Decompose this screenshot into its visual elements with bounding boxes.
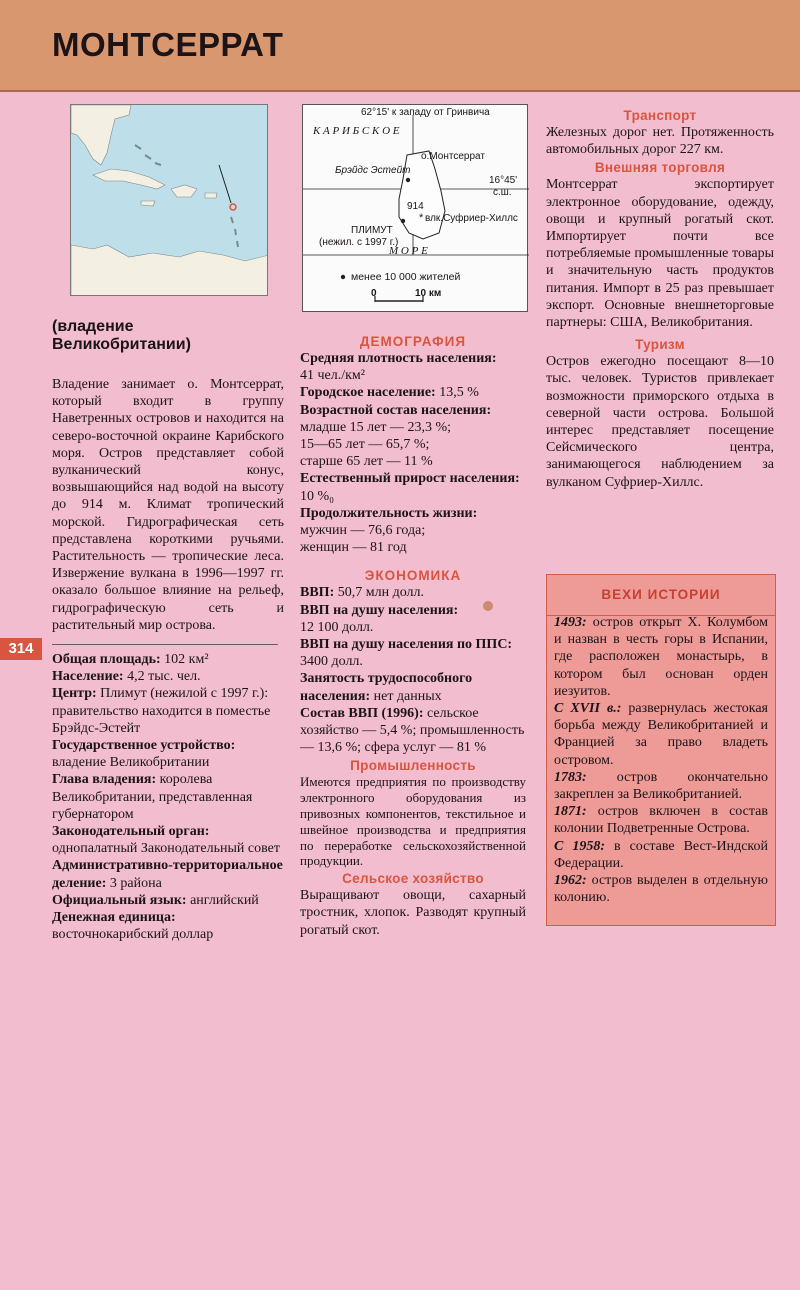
history-year: 1783:: [554, 769, 587, 785]
elevation-label: 914: [407, 201, 424, 212]
left-column: [52, 318, 284, 944]
page-header: [0, 0, 800, 92]
history-event: [554, 614, 768, 700]
right-column: [546, 108, 774, 491]
life-line: мужчин — 76,6 года;: [300, 523, 426, 539]
history-year: 1962:: [554, 873, 587, 889]
life-line: женщин — 81 год: [300, 540, 407, 556]
fact-label: Глава владения:: [52, 772, 157, 788]
territory-status-line2: Великобритании): [52, 336, 191, 353]
history-text: остров открыт Х. Колумбом и назван в честь горы в Испании, где расположен монастырь, в котором был основан орден иезуитов.: [554, 615, 768, 699]
locator-map-graphic: [71, 105, 268, 296]
braids-estate-dot: [406, 178, 410, 182]
gdp-structure-value: сельское хозяйство — 5,4 %; промышленность — 13,6 %; сфера услуг — 81 %: [300, 705, 525, 756]
growth-value: 10 %₀: [300, 488, 335, 504]
history-text: остров окончательно закреплен за Великобританией.: [554, 769, 768, 803]
age-line: младше 15 лет — 23,3 %;: [300, 419, 452, 435]
trade-heading: Внешняя торговля: [594, 160, 726, 176]
fact-value: 102 км²: [160, 652, 209, 668]
history-text: в составе Вест-Индской Федерации.: [554, 838, 768, 871]
locator-arrow: [219, 165, 231, 203]
gdp-value: 50,7 млн долл.: [334, 585, 424, 601]
territory-status-line1: (владение: [52, 318, 134, 335]
fact-government: [52, 737, 284, 771]
age-line: старше 65 лет — 11 %: [300, 454, 433, 470]
scale-zero: 0: [371, 288, 377, 299]
history-divider: [547, 615, 775, 616]
fact-currency: [52, 909, 284, 943]
latitude-label: 16°45': [489, 175, 518, 186]
industry-text: Имеются предприятия по производству электронного оборудования из привозных компонентов, текстильное и швейное производства и предприятия по переработке сельскохозяйственной продукции.: [300, 774, 526, 869]
growth-line: [300, 470, 526, 504]
urban-value: 13,5 %: [435, 385, 479, 401]
gdp-per-capita-label: ВВП на душу населения:: [300, 602, 459, 618]
employment-label: Занятость трудоспособного населения:: [300, 671, 473, 704]
history-event: [554, 872, 768, 906]
gdp-ppp-line: [300, 636, 526, 670]
fact-value: владение Великобритании: [52, 755, 210, 771]
fact-label: Законодательный орган:: [52, 824, 210, 840]
puerto-rico-island: [205, 193, 217, 198]
section-divider: [52, 644, 278, 645]
density-value: 41 чел./км²: [300, 368, 365, 384]
history-year: 1493:: [554, 615, 587, 630]
plymouth-note: (нежил. с 1997 г.): [319, 237, 399, 248]
sea-label-top: К А Р И Б С К О Е: [313, 125, 400, 137]
agriculture-text: Выращивают овощи, сахарный тростник, хлопок. Разводят крупный рогатый скот.: [300, 888, 526, 938]
tourism-heading: Туризм: [635, 337, 685, 353]
demography-heading: ДЕМОГРАФИЯ: [359, 334, 467, 349]
life-label: Продолжительность жизни:: [300, 505, 478, 521]
history-text: остров выделен в отдельную колонию.: [554, 873, 768, 906]
employment-value: нет данных: [370, 688, 442, 704]
history-heading: ВЕХИ ИСТОРИИ: [601, 587, 721, 602]
plymouth-label: ПЛИМУТ: [351, 225, 393, 236]
transport-heading: Транспорт: [623, 108, 697, 123]
economy-heading: ЭКОНОМИКА: [364, 568, 462, 584]
fact-label: Официальный язык:: [52, 892, 187, 908]
map-legend: менее 10 000 жителей: [351, 271, 461, 283]
urban-line: [300, 384, 526, 401]
density-label: Средняя плотность населения:: [300, 351, 497, 366]
fact-value: однопалатный Законодательный совет: [52, 841, 280, 857]
tourism-text: Остров ежегодно посещают 8—10 тыс. человек. Туристов привлекает возможности приморского отдыха в северной части острова. Большой интерес представляет посещение Сейсмического центра, занимающегося наблюдением за вулканом Суфриер-Хиллс.: [546, 354, 774, 490]
history-year: С XVII в.:: [554, 701, 622, 717]
age-label: Возрастной состав населения:: [300, 402, 492, 418]
fact-label: Денежная единица:: [52, 910, 176, 926]
trade-text: Монтсеррат экспортирует электронное оборудование, одежду, овощи и крупный рогатый скот. Импортирует почти все потребляемые промышленные товары и значительную часть продуктов питания. Импорт в 25 раз превышает экспорт. Основные внешнеторговые партнеры: США, Великобритания.: [546, 177, 774, 331]
braids-estate-label: Брэйдс Эстейт: [335, 165, 411, 176]
transport-text: Железных дорог нет. Протяженность автомобильных дорог 227 км.: [546, 125, 774, 158]
fact-center: [52, 685, 284, 737]
history-event: [554, 700, 768, 769]
fact-label: Центр:: [52, 686, 97, 702]
volcano-symbol: *: [419, 212, 424, 224]
history-event: [554, 769, 768, 803]
page-title: МОНТСЕРРАТ: [52, 26, 284, 63]
lesser-antilles-chain: [231, 217, 238, 247]
urban-label: Городское население:: [300, 385, 436, 401]
locator-map: [70, 104, 268, 296]
history-event: [554, 803, 768, 837]
history-year: 1871:: [554, 804, 587, 820]
fact-label: Административно-территориальное деление:: [52, 858, 283, 891]
employment-line: [300, 670, 526, 704]
history-text: остров включен в состав колонии Подветренные Острова.: [554, 804, 768, 837]
hispaniola-island: [171, 185, 197, 197]
florida-landmass: [71, 105, 131, 165]
fact-language: [52, 892, 284, 909]
history-text: развернулась жестокая борьба между Великобританией и Францией за право владеть островом.: [554, 701, 768, 768]
plymouth-dot: [401, 219, 405, 223]
paper-stain: [483, 601, 493, 611]
agriculture-heading: Сельское хозяйство: [342, 871, 484, 887]
longitude-label: 62°15' к западу от Гринвича: [361, 107, 490, 118]
gdp-per-capita-value: 12 100 долл.: [300, 619, 374, 635]
gdp-structure-label: Состав ВВП (1996):: [300, 705, 424, 721]
intro-paragraph: Владение занимает о. Монтсеррат, который входит в группу Наветренных островов и находится на северо-восточной окраине Карибского моря. Остров представляет собой вулканический конус, возвышающийся над водой на высоту до 914 м. Климат тропический морской. Гидрографическая сеть представлена короткими ручьями. Растительность — тропические леса. Извержение вулкана в 1996—1997 гг. оказало большое влияние на рельеф, гидрографическую сеть и растительный мир острова.: [52, 377, 284, 633]
latitude-suffix: с.ш.: [493, 187, 512, 198]
cuba-island: [93, 169, 165, 189]
growth-label: Естественный прирост населения:: [300, 471, 520, 487]
territory-status: [52, 318, 284, 354]
fact-area: [52, 651, 284, 668]
island-label: о.Монтсеррат: [421, 151, 485, 162]
fact-value: восточнокарибский доллар: [52, 927, 214, 943]
fact-value: 4,2 тыс. чел.: [123, 669, 201, 685]
volcano-label: влк.Суфриер-Хиллс: [425, 213, 518, 224]
scale-km: 10 км: [415, 288, 442, 299]
page-number: 314: [0, 638, 42, 660]
industry-heading: Промышленность: [350, 758, 476, 774]
legend-dot: [341, 275, 345, 279]
detail-map: [302, 104, 528, 312]
fact-value: Плимут (нежилой с 1997 г.): правительство находится в поместье Брэйдс-Эстейт: [52, 686, 271, 736]
fact-legislature: [52, 823, 284, 857]
gdp-structure-line: [300, 705, 526, 757]
fact-head: [52, 771, 284, 823]
middle-column: [300, 334, 526, 939]
gdp-line: [300, 584, 526, 601]
south-america-landmass: [71, 245, 268, 296]
gdp-ppp-value: 3400 долл.: [300, 654, 363, 670]
age-line: 15—65 лет — 65,7 %;: [300, 437, 430, 453]
fact-value: королева Великобритании, представленная губернатором: [52, 772, 253, 822]
fact-label: Население:: [52, 669, 124, 685]
fact-label: Общая площадь:: [52, 652, 161, 668]
fact-label: Государственное устройство:: [52, 738, 236, 754]
sea-label-bottom: М О Р Е: [389, 245, 428, 257]
bahamas-islands: [135, 145, 161, 165]
gdp-ppp-label: ВВП на душу населения по ППС:: [300, 637, 513, 653]
montserrat-marker: [230, 204, 236, 210]
history-year: С 1958:: [554, 838, 605, 854]
gdp-label: ВВП:: [300, 585, 335, 601]
jamaica-island: [141, 201, 155, 206]
fact-divisions: [52, 857, 284, 891]
history-box: [546, 574, 776, 926]
fact-value: 3 района: [106, 875, 162, 891]
history-event: [554, 838, 768, 872]
fact-value: английский: [186, 892, 259, 908]
fact-population: [52, 668, 284, 685]
